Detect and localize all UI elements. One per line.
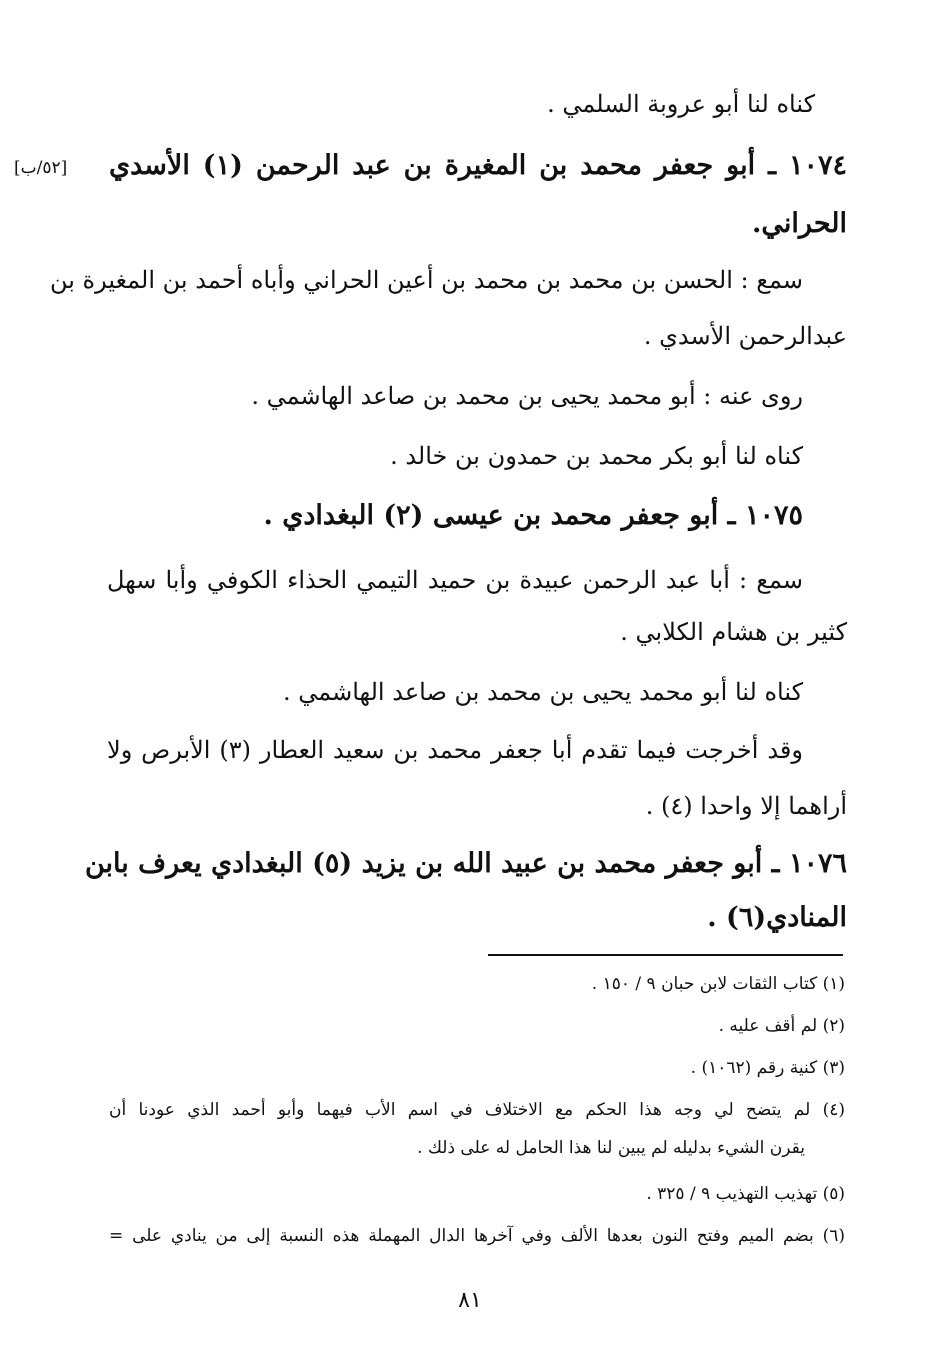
margin-folio-note: [٥٢/ب] (14, 158, 68, 178)
entry-heading-1076: ١٠٧٦ ـ أبو جعفر محمد بن عبيد الله بن يزيد (٥) البغدادي يعرف بابن (84, 848, 847, 879)
footnote-5: (٥) تهذيب التهذيب ٩ / ٣٢٥ . (646, 1184, 845, 1204)
footnote-3: (٣) كنية رقم (١٠٦٢) . (690, 1058, 845, 1078)
page-number: ٨١ (458, 1288, 482, 1313)
footnote-2: (٢) لم أقف عليه . (718, 1016, 845, 1036)
body-line: سمع : أبا عبد الرحمن عبيدة بن حميد التيمي الحذاء الكوفي وأبا سهل (107, 566, 803, 594)
footnote-separator (488, 954, 843, 956)
body-line: كناه لنا أبو عروبة السلمي . (547, 90, 815, 118)
body-line: وقد أخرجت فيما تقدم أبا جعفر محمد بن سعيد العطار (٣) الأبرص ولا (107, 736, 803, 764)
body-line: كناه لنا أبو بكر محمد بن حمدون بن خالد . (390, 442, 803, 470)
body-line: أراهما إلا واحدا (٤) . (645, 792, 847, 820)
entry-heading-1075: ١٠٧٥ ـ أبو جعفر محمد بن عيسى (٢) البغدادي . (263, 500, 803, 531)
footnote-4: (٤) لم يتضح لي وجه هذا الحكم مع الاختلاف في اسم الأب فيهما وأبو أحمد الذي عودنا أن (109, 1100, 845, 1120)
footnote-6: (٦) بضم الميم وفتح النون بعدها الألف وفي آخرها الدال المهملة هذه النسبة إلى من ينادي على = (109, 1226, 845, 1246)
entry-heading-1074: ١٠٧٤ ـ أبو جعفر محمد بن المغيرة بن عبد الرحمن (١) الأسدي (109, 150, 847, 181)
body-line: كثير بن هشام الكلابي . (620, 618, 847, 646)
body-line: روى عنه : أبو محمد يحيى بن محمد بن صاعد الهاشمي . (251, 382, 803, 410)
entry-heading-1076-cont: المنادي(٦) . (707, 902, 847, 933)
body-line: سمع : الحسن بن محمد بن محمد بن أعين الحراني وأباه أحمد بن المغيرة بن (49, 266, 803, 294)
entry-heading-1074-cont: الحراني. (752, 208, 847, 239)
body-line: كناه لنا أبو محمد يحيى بن محمد بن صاعد الهاشمي . (283, 678, 803, 706)
footnote-4-cont: يقرن الشيء بدليله لم يبين لنا هذا الحامل له على ذلك . (417, 1138, 805, 1158)
body-line: عبدالرحمن الأسدي . (643, 322, 847, 350)
footnote-1: (١) كتاب الثقات لابن حبان ٩ / ١٥٠ . (591, 974, 845, 994)
